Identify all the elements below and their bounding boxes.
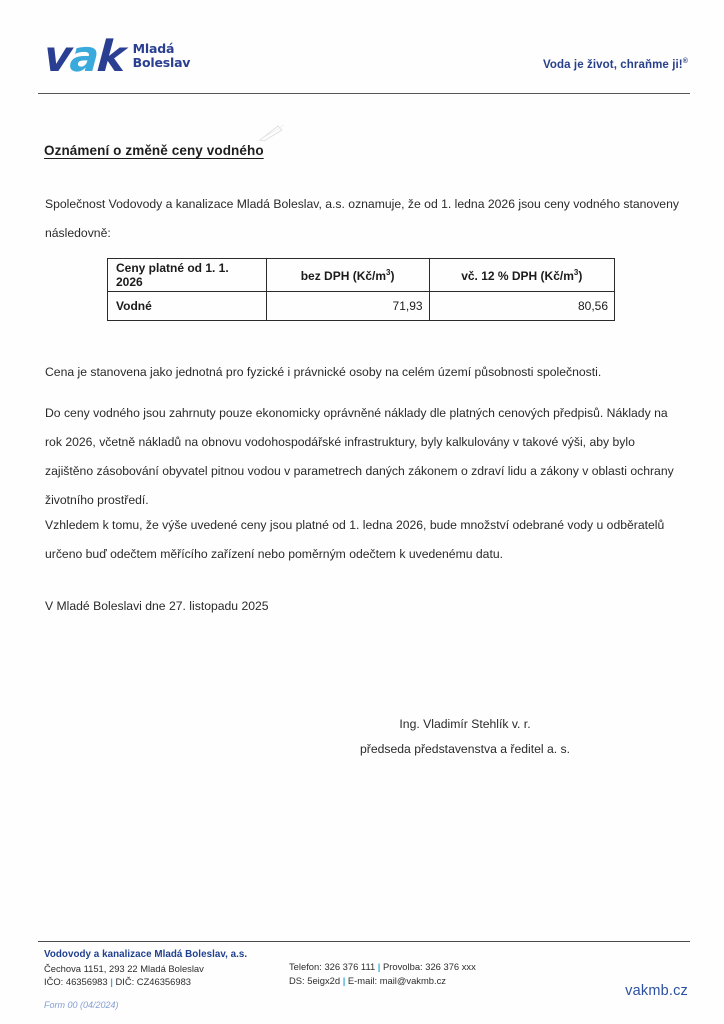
company-tagline — [543, 58, 688, 71]
table-header-row — [108, 259, 615, 292]
document-header — [38, 34, 690, 90]
signatory-position: předseda představenstva a ředitel a. s. — [359, 742, 571, 756]
logo-wordmark — [42, 34, 125, 80]
footer-phone-line — [289, 960, 579, 974]
place-and-date: V Mladé Boleslavi dne 27. listopadu 2025 — [45, 599, 269, 613]
logo-letter-v: v — [42, 32, 72, 82]
signature-block — [300, 712, 630, 762]
body-paragraph-2: Do ceny vodného jsou zahrnuty pouze ekonomicky oprávněné náklady dle platných cenových předpisů. Náklady na rok 2026, včetně nákladů na obnovu vodohospodářské infrastruktury, byly kalkulovány v takové výši, aby bylo zajištěno zásobování obyvatel pitnou vodou v parametrech daných zákonem o zdraví lidu a zákony v oblasti ochrany životního prostředí. — [45, 406, 674, 507]
footer-divider — [38, 941, 690, 942]
header-sup-with-vat: 3 — [573, 267, 579, 277]
page-title: Oznámení o změně ceny vodného — [44, 143, 264, 158]
footer-address: Čechova 1151, 293 22 Mladá Boleslav — [44, 962, 204, 974]
tagline-text: Voda je život, chraňme ji! — [542, 58, 683, 71]
footer-company-block — [44, 948, 294, 989]
price-table — [107, 258, 615, 321]
footer-databox-line — [289, 974, 579, 988]
logo-subtitle-line1: Mladá — [132, 41, 175, 56]
logo-letter-a: a — [68, 32, 99, 82]
footer-provolba: Provolba: 326 376 xxx — [383, 961, 476, 972]
footer-form-code: Form 00 (04/2024) — [44, 1000, 119, 1010]
logo-letter-k: k — [95, 32, 126, 82]
row-label-vodne: Vodné — [108, 292, 267, 321]
footer-registration — [44, 975, 294, 989]
logo-subtitle — [133, 42, 191, 70]
intro-paragraph: Společnost Vodovody a kanalizace Mladá Boleslav, a.s. oznamuje, že od 1. ledna 2026 jsou ceny vodného stanoveny následovně: — [45, 197, 679, 240]
header-sup-without-vat: 3 — [386, 267, 391, 277]
footer-separator-2: | — [377, 961, 381, 972]
company-logo — [44, 34, 190, 80]
header-end-without-vat: ) — [390, 268, 395, 283]
header-text-with-vat: vč. 12 % DPH (Kč/m — [461, 268, 574, 283]
row-value-with-vat: 80,56 — [429, 292, 614, 321]
signatory-name: Ing. Vladimír Stehlík v. r. — [399, 717, 531, 731]
table-header-label: Ceny platné od 1. 1. 2026 — [108, 259, 267, 292]
footer-phone: Telefon: 326 376 111 — [289, 961, 376, 972]
table-row — [108, 292, 615, 321]
header-end-with-vat: ) — [578, 268, 583, 283]
footer-separator-3: | — [342, 974, 346, 986]
header-text-without-vat: bez DPH (Kč/m — [300, 268, 387, 283]
footer-databox: DS: 5eigx2d — [289, 974, 341, 986]
table-header-without-vat — [266, 259, 429, 292]
footer-email[interactable]: E-mail: mail@vakmb.cz — [347, 974, 446, 986]
scan-artifact-icon — [258, 124, 284, 142]
footer-website-link[interactable]: vakmb.cz — [625, 983, 688, 999]
registered-mark-icon: ® — [682, 58, 688, 65]
header-divider — [38, 93, 690, 94]
footer-ico: IČO: 46356983 — [44, 976, 108, 987]
footer-dic: DIČ: CZ46356983 — [115, 976, 192, 987]
logo-subtitle-line2: Boleslav — [132, 55, 191, 70]
body-paragraph-1: Cena je stanovena jako jednotná pro fyzické i právnické osoby na celém území působnosti společnosti. — [45, 365, 602, 379]
body-paragraph-3: Vzhledem k tomu, že výše uvedené ceny jsou platné od 1. ledna 2026, bude množství odebrané vody u odběratelů určeno buď odečtem měřícího zařízení nebo poměrným odečtem k uvedenému datu. — [45, 518, 665, 561]
footer-contact-block — [289, 960, 579, 987]
footer-separator-1: | — [110, 976, 113, 987]
row-value-without-vat: 71,93 — [266, 292, 429, 321]
footer-company-name: Vodovody a kanalizace Mladá Boleslav, a.s. — [44, 949, 248, 960]
table-header-with-vat — [429, 259, 614, 292]
